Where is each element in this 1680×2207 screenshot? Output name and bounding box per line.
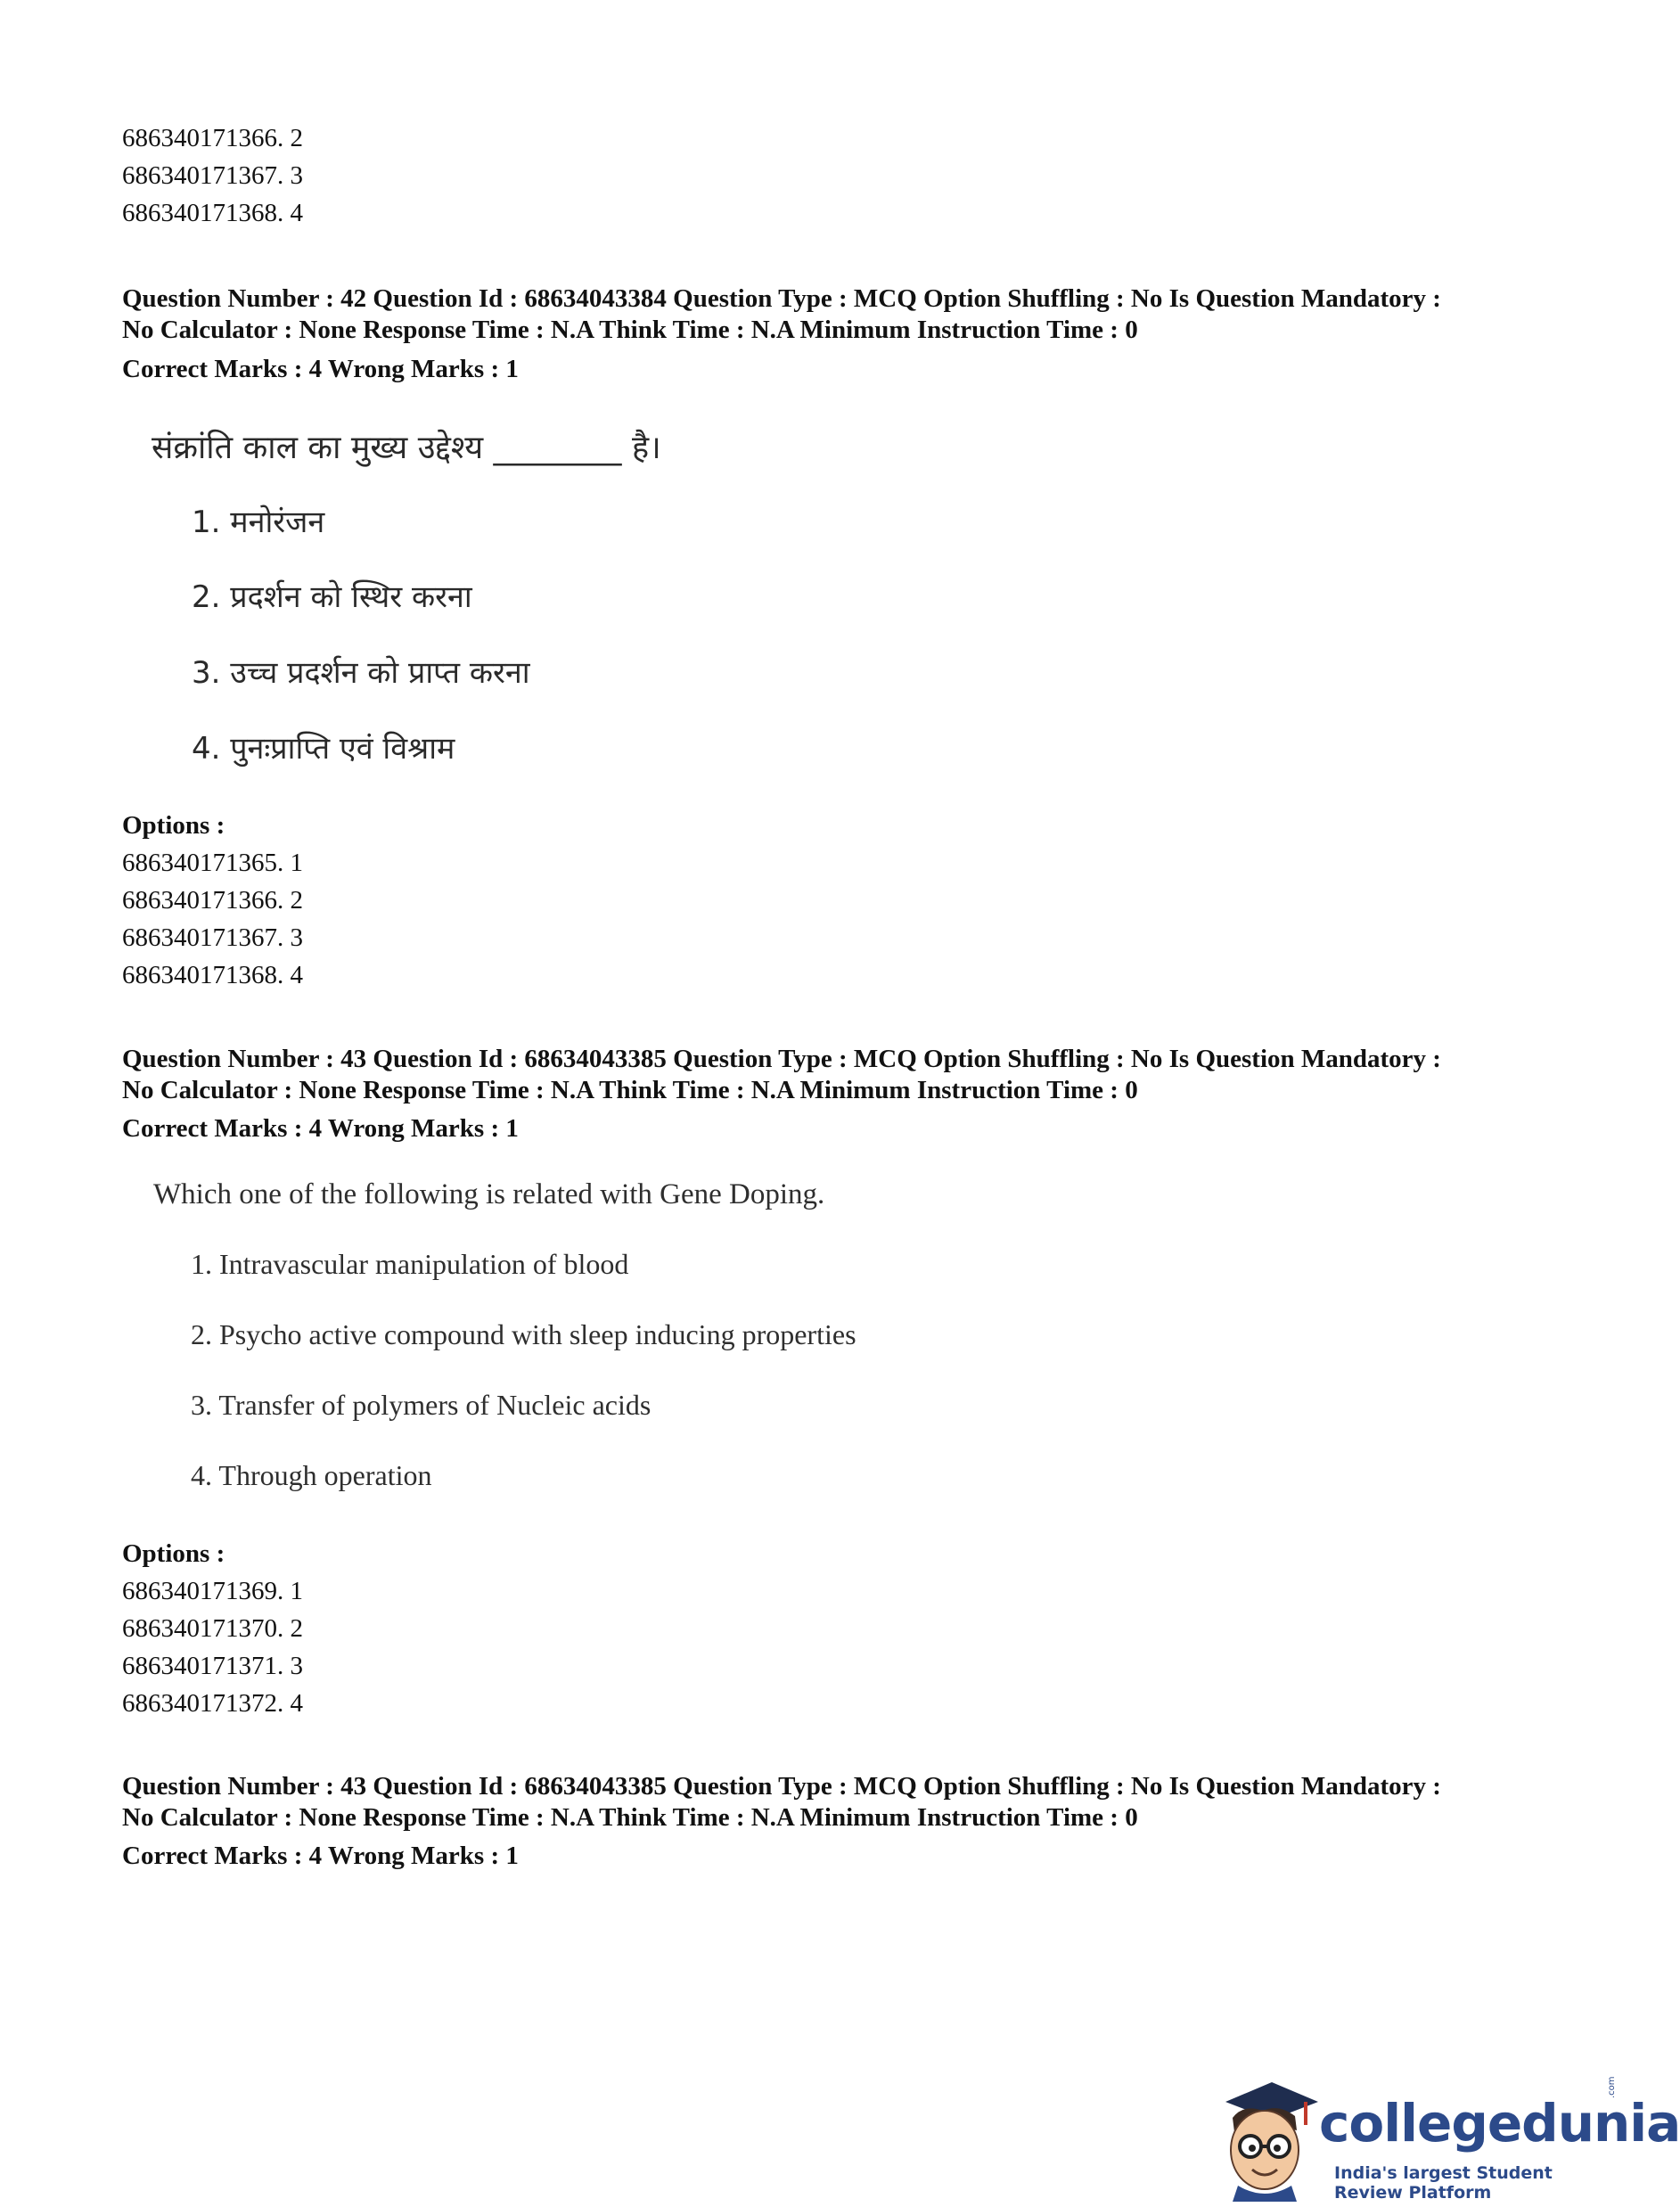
answer-choice: 1. मनोरंजन: [192, 505, 325, 540]
option-line: 686340171371. 3: [122, 1652, 303, 1680]
question-marks: Correct Marks : 4 Wrong Marks : 1: [122, 1114, 519, 1143]
option-line: 686340171368. 4: [122, 961, 303, 989]
answer-choice: 2. प्रदर्शन को स्थिर करना: [192, 579, 472, 615]
option-line: 686340171365. 1: [122, 849, 303, 877]
question-meta: Question Number : 43 Question Id : 68634043385 Question Type : MCQ Option Shuffling : No Is Question Mandatory : No Calculator : None Response Time : N.A Think Time : N.A Minimum Instruction Time : 0: [122, 1772, 1441, 1832]
option-line: 686340171372. 4: [122, 1689, 303, 1718]
logo-tagline: India's largest Student Review Platform: [1334, 2163, 1553, 2203]
question-marks: Correct Marks : 4 Wrong Marks : 1: [122, 355, 519, 383]
option-line: 686340171368. 4: [122, 199, 303, 227]
answer-choice: 2. Psycho active compound with sleep inducing properties: [191, 1318, 856, 1350]
option-line: 686340171367. 3: [122, 161, 303, 190]
question-meta: Question Number : 43 Question Id : 68634043385 Question Type : MCQ Option Shuffling : No Is Question Mandatory : No Calculator : None Response Time : N.A Think Time : N.A Minimum Instruction Time : 0: [122, 1045, 1441, 1104]
options-label: Options :: [122, 811, 225, 840]
answer-choice: 4. Through operation: [191, 1459, 432, 1491]
question-text: Which one of the following is related with Gene Doping.: [153, 1178, 825, 1210]
mascot-icon: [1208, 2077, 1324, 2202]
option-line: 686340171369. 1: [122, 1577, 303, 1605]
collegedunia-logo: [1208, 2076, 1680, 2203]
logo-suffix: .com: [1607, 2076, 1617, 2098]
question-meta: Question Number : 42 Question Id : 68634043384 Question Type : MCQ Option Shuffling : No Is Question Mandatory : No Calculator : None Response Time : N.A Think Time : N.A Minimum Instruction Time : 0: [122, 284, 1441, 344]
question-text: संक्रांति काल का मुख्य उद्देश्य ________ है।: [152, 430, 661, 466]
option-line: 686340171370. 2: [122, 1614, 303, 1643]
options-label: Options :: [122, 1539, 225, 1568]
answer-choice: 3. Transfer of polymers of Nucleic acids: [191, 1389, 652, 1421]
question-marks: Correct Marks : 4 Wrong Marks : 1: [122, 1842, 519, 1870]
answer-choice: 3. उच्च प्रदर्शन को प्राप्त करना: [192, 655, 530, 691]
option-line: 686340171367. 3: [122, 923, 303, 952]
option-line: 686340171366. 2: [122, 886, 303, 915]
logo-wordmark: collegedunia: [1319, 2093, 1680, 2154]
answer-choice: 1. Intravascular manipulation of blood: [191, 1248, 629, 1280]
answer-choice: 4. पुनःप्राप्ति एवं विश्राम: [192, 731, 455, 767]
option-line: 686340171366. 2: [122, 124, 303, 152]
